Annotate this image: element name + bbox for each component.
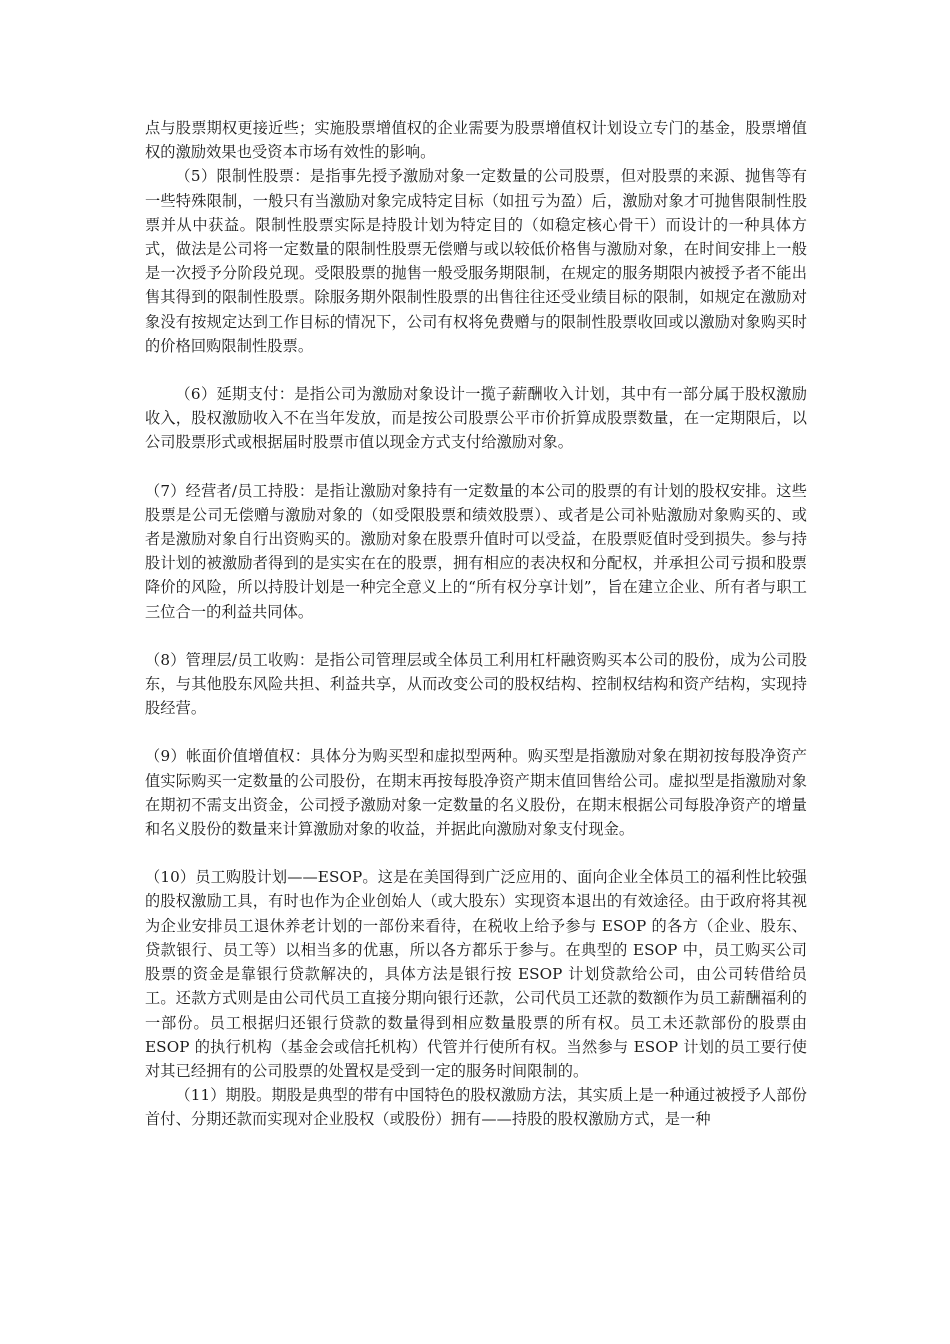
paragraph-esop: （10）员工购股计划——ESOP。这是在美国得到广泛应用的、面向企业全体员工的福利性比较强的股权激励工具，有时也作为企业创始人（或大股东）实现资本退出的有效途径。由于政府将其视为企业安排员工退休养老计划的一部份来看待，在税收上给予参与 ESOP 的各方（企业、股东、贷款银行、员工等）以相当多的优惠，所以各方都乐于参与。在典型的 ESOP 中，员工购买公司股票的资金是靠银行贷款解决的，具体方法是银行按 ESOP 计划贷款给公司，由公司转借给员工。还款方式则是由公司代员工直接分期向银行还款，公司代员工还款的数额作为员工薪酬福利的一部份。员工根据归还银行贷款的数量得到相应数量股票的所有权。员工未还款部份的股票由 ESOP 的执行机构（基金会或信托机构）代管并行使所有权。当然参与 ESOP 计划的员工要行使对其已经拥有的公司股票的处置权是受到一定的服务时间限制的。 (145, 868, 807, 1080)
paragraph-deferred-payment: （6）延期支付：是指公司为激励对象设计一揽子薪酬收入计划，其中有一部分属于股权激励收入，股权激励收入不在当年发放，而是按公司股票公平市价折算成股票数量，在一定期限后，以公司股票形式或根据届时股票市值以现金方式支付给激励对象。 (145, 385, 807, 452)
paragraph-restricted-stock: （5）限制性股票：是指事先授予激励对象一定数量的公司股票，但对股票的来源、抛售等有一些特殊限制，一般只有当激励对象完成特定目标（如扭亏为盈）后，激励对象才可抛售限制性股票并从中获益。限制性股票实际是持股计划为特定目的（如稳定核心骨干）而设计的一种具体方式，做法是公司将一定数量的限制性股票无偿赠与或以较低价格售与激励对象，在时间安排上一般是一次授予分阶段兑现。受限股票的抛售一般受服务期限制，在规定的服务期限内被授予者不能出售其得到的限制性股票。除服务期外限制性股票的出售往往还受业绩目标的限制，如规定在激励对象没有按规定达到工作目标的情况下，公司有权将免费赠与的限制性股票收回或以激励对象购买时的价格回购限制性股票。 (145, 167, 807, 355)
paragraph-management-buyout: （8）管理层/员工收购：是指公司管理层或全体员工利用杠杆融资购买本公司的股份，成为公司股东，与其他股东风险共担、利益共享，从而改变公司的股权结构、控制权结构和资产结构，实现持股经营。 (145, 650, 807, 718)
paragraph-book-value-appreciation: （9）帐面价值增值权：具体分为购买型和虚拟型两种。购买型是指激励对象在期初按每股净资产值实际购买一定数量的公司股份，在期末再按每股净资产期末值回售给公司。虚拟型是指激励对象在期初不需支出资金，公司授予激励对象一定数量的名义股份，在期末根据公司每股净资产的增量和名义股份的数量来计算激励对象的收益，并据此向激励对象支付现金。 (145, 747, 807, 839)
document-page (145, 116, 807, 1132)
paragraph-phased-stock: （11）期股。期股是典型的带有中国特色的股权激励方法，其实质上是一种通过被授予人部份首付、分期还款而实现对企业股权（或股份）拥有——持股的股权激励方式，是一种 (145, 1086, 807, 1129)
paragraph-stock-appreciation-end: 点与股票期权更接近些；实施股票增值权的企业需要为股票增值权计划设立专门的基金，股票增值权的激励效果也受资本市场有效性的影响。 (145, 119, 807, 162)
paragraph-employee-stock-ownership: （7）经营者/员工持股：是指让激励对象持有一定数量的本公司的股票的有计划的股权安排。这些股票是公司无偿赠与激励对象的（如受限股票和绩效股票）、或者是公司补贴激励对象购买的、或者是激励对象自行出资购买的。激励对象在股票升值时可以受益，在股票贬值时受到损失。参与持股计划的被激励者得到的是实实在在的股票，拥有相应的表决权和分配权，并承担公司亏损和股票降价的风险，所以持股计划是一种完全意义上的“所有权分享计划”，旨在建立企业、所有者与职工三位合一的利益共同体。 (145, 481, 807, 621)
